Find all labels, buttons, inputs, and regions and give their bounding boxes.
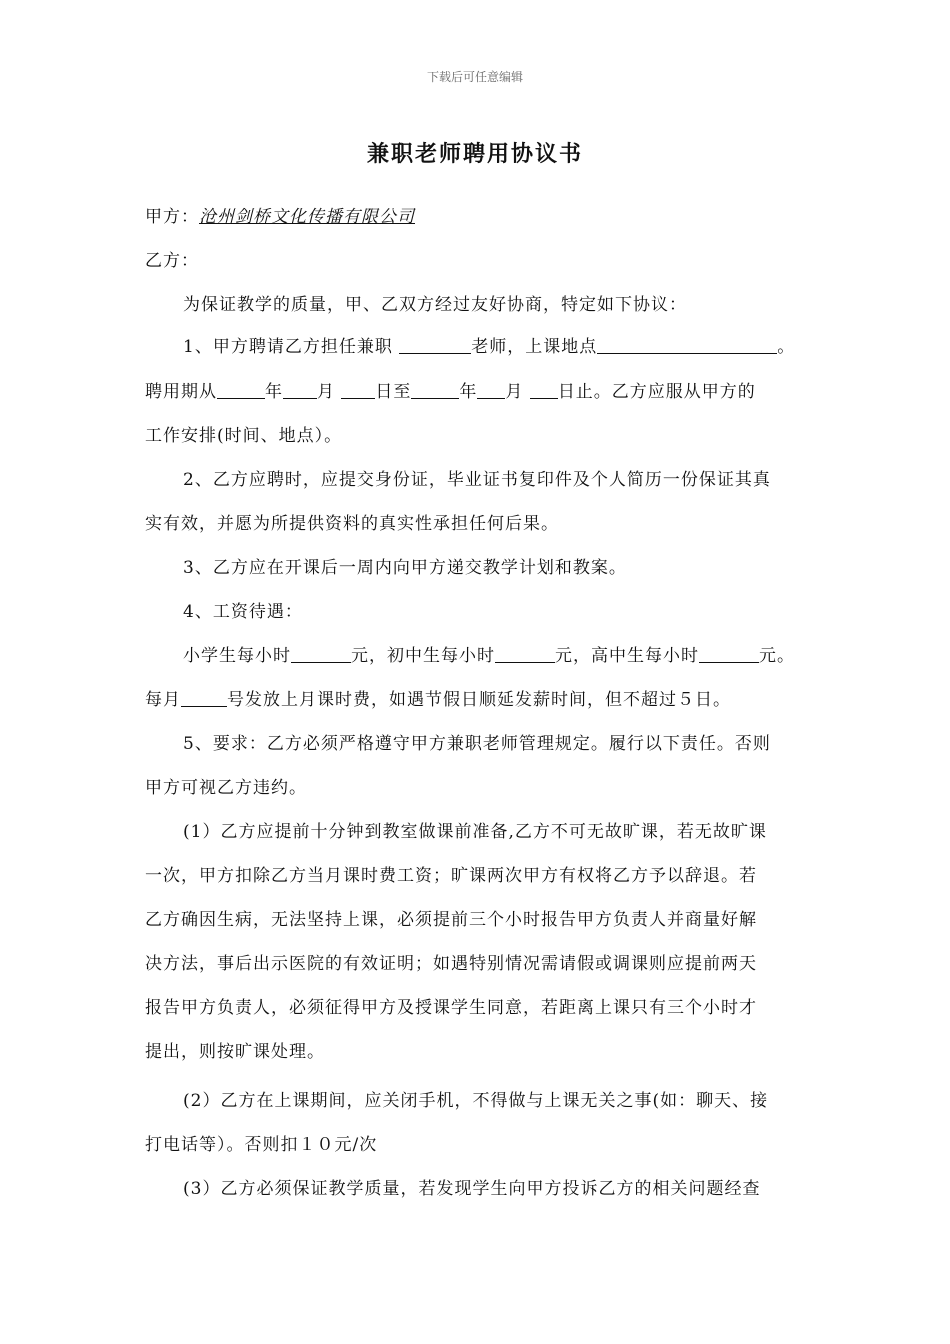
clause-3: 3、乙方应在开课后一周内向甲方递交教学计划和教案。	[183, 558, 627, 578]
clause-2-line-1: 2、乙方应聘时，应提交身份证，毕业证书复印件及个人简历一份保证其真	[183, 470, 771, 490]
term-from-label: 聘用期从	[145, 382, 217, 402]
clause-1-line-3: 工作安排(时间、地点）。	[145, 426, 343, 446]
clause-4-payday	[145, 685, 825, 710]
req-1-line-3: 乙方确因生病，无法坚持上课，必须提前三个小时报告甲方负责人并商量好解	[145, 910, 757, 930]
document-title: 兼职老师聘用协议书	[366, 141, 583, 167]
clause-4-heading: 4、工资待遇：	[183, 602, 303, 622]
payday-text: 号发放上月课时费，如遇节假日顺延发薪时间，但不超过５日。	[227, 690, 731, 710]
clause-1-text-b: 老师，上课地点	[471, 337, 598, 357]
day-to-label: 日至	[375, 382, 412, 402]
primary-rate-label: 小学生每小时	[183, 646, 291, 666]
clause-1-text-c: 。	[777, 337, 796, 357]
high-rate-blank	[699, 645, 759, 663]
party-b-line	[145, 246, 825, 271]
clause-5-line-2: 甲方可视乙方违约。	[145, 778, 307, 798]
header-note: 下载后可任意编辑	[426, 70, 523, 84]
req-1-line-4: 决方法，事后出示医院的有效证明；如遇特别情况需请假或调课则应提前两天	[145, 954, 757, 974]
middle-rate-blank	[495, 645, 555, 663]
payday-blank	[181, 689, 227, 707]
clause-1-text-e: 日止。乙方应服从甲方的	[557, 382, 756, 402]
req-2-line-2: 打电话等）。否则扣１０元/次	[145, 1135, 378, 1155]
clause-1-line-1	[183, 332, 825, 357]
class-location-blank	[597, 336, 777, 354]
clause-1-text-a: 1、甲方聘请乙方担任兼职	[183, 337, 400, 357]
party-b-label: 乙方：	[145, 251, 199, 271]
middle-rate-label: 元，初中生每小时	[351, 646, 495, 666]
start-year-blank	[217, 381, 265, 399]
party-a-label: 甲方：	[145, 207, 199, 227]
req-2-line-1: (2）乙方在上课期间，应关闭手机，不得做与上课无关之事(如：聊天、接	[183, 1091, 769, 1111]
end-month-blank	[477, 381, 505, 399]
high-rate-label: 元，高中生每小时	[555, 646, 699, 666]
req-1-line-1: (1）乙方应提前十分钟到教室做课前准备,乙方不可无故旷课，若无故旷课	[183, 822, 767, 842]
month-label-2: 月	[505, 382, 530, 402]
primary-rate-blank	[291, 645, 351, 663]
year-label-1: 年	[265, 382, 283, 402]
start-month-blank	[283, 381, 317, 399]
rate-end: 元。	[759, 646, 795, 666]
party-a-line	[145, 202, 825, 227]
end-year-blank	[411, 381, 459, 399]
year-label-2: 年	[459, 382, 478, 402]
end-day-blank	[530, 381, 558, 399]
start-day-blank	[341, 381, 375, 399]
req-3-line-1: (3）乙方必须保证教学质量，若发现学生向甲方投诉乙方的相关问题经查	[183, 1179, 761, 1199]
party-a-name: 沧州剑桥文化传播有限公司	[199, 207, 415, 227]
req-1-line-2: 一次，甲方扣除乙方当月课时费工资；旷课两次甲方有权将乙方予以辞退。若	[145, 866, 757, 886]
teacher-subject-blank	[399, 336, 471, 354]
month-label-1: 月	[317, 382, 342, 402]
req-1-line-5: 报告甲方负责人，必须征得甲方及授课学生同意，若距离上课只有三个小时才	[145, 998, 757, 1018]
clause-5-line-1: 5、要求：乙方必须严格遵守甲方兼职老师管理规定。履行以下责任。否则	[183, 734, 771, 754]
clause-2-line-2: 实有效，并愿为所提供资料的真实性承担任何后果。	[145, 514, 559, 534]
clause-4-rates	[183, 641, 825, 666]
intro: 为保证教学的质量，甲、乙双方经过友好协商，特定如下协议：	[183, 295, 687, 315]
payday-label: 每月	[145, 690, 181, 710]
req-1-line-6: 提出，则按旷课处理。	[145, 1042, 325, 1062]
clause-1-line-2	[145, 377, 825, 402]
